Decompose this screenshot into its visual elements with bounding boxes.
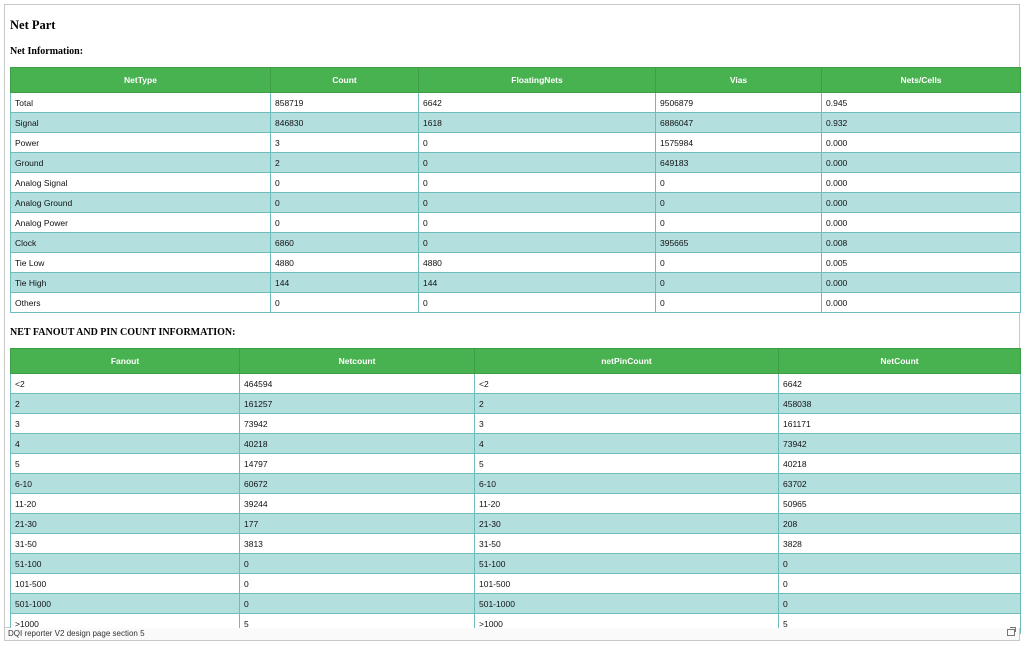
fanout-cell: 2 — [475, 394, 779, 414]
fanout-cell: 2 — [11, 394, 240, 414]
fanout-cell: 6-10 — [11, 474, 240, 494]
fanout-cell: 3828 — [779, 534, 1021, 554]
fanout-cell: 31-50 — [11, 534, 240, 554]
table-row — [11, 113, 1021, 133]
fanout-cell: >1000 — [11, 614, 240, 634]
net-info-cell: Analog Signal — [11, 173, 271, 193]
fanout-cell: 501-1000 — [11, 594, 240, 614]
net-info-cell: 4880 — [271, 253, 419, 273]
fanout-cell: 464594 — [240, 374, 475, 394]
net-info-cell: Others — [11, 293, 271, 313]
net-info-cell: 0.005 — [822, 253, 1021, 273]
net-info-cell: 6886047 — [656, 113, 822, 133]
table-row — [11, 233, 1021, 253]
fanout-cell: 501-1000 — [475, 594, 779, 614]
fanout-cell: 51-100 — [475, 554, 779, 574]
net-info-cell: Clock — [11, 233, 271, 253]
net-info-col-header: Count — [271, 68, 419, 93]
net-info-cell: Analog Ground — [11, 193, 271, 213]
fanout-cell: 31-50 — [475, 534, 779, 554]
net-info-cell: 0 — [419, 293, 656, 313]
net-info-cell: 9506879 — [656, 93, 822, 113]
net-info-cell: 6642 — [419, 93, 656, 113]
net-info-cell: 0.000 — [822, 193, 1021, 213]
fanout-cell: 161171 — [779, 414, 1021, 434]
fanout-body — [11, 374, 1021, 634]
fanout-cell: <2 — [11, 374, 240, 394]
fanout-cell: 40218 — [240, 434, 475, 454]
table-row — [11, 514, 1021, 534]
fanout-cell: 208 — [779, 514, 1021, 534]
net-info-cell: 0.000 — [822, 273, 1021, 293]
net-info-cell: Power — [11, 133, 271, 153]
fanout-cell: 73942 — [779, 434, 1021, 454]
net-info-cell: 0.000 — [822, 173, 1021, 193]
table-row — [11, 374, 1021, 394]
net-info-cell: 3 — [271, 133, 419, 153]
fanout-cell: 3 — [11, 414, 240, 434]
fanout-col-header: NetCount — [779, 349, 1021, 374]
net-info-cell: 0 — [271, 173, 419, 193]
fanout-cell: 3 — [475, 414, 779, 434]
net-info-title: Net Information: — [10, 46, 84, 57]
net-info-cell: 0.932 — [822, 113, 1021, 133]
fanout-cell: 101-500 — [475, 574, 779, 594]
net-info-cell: 0.945 — [822, 93, 1021, 113]
table-row — [11, 273, 1021, 293]
fanout-cell: 4 — [11, 434, 240, 454]
table-row — [11, 494, 1021, 514]
table-row — [11, 474, 1021, 494]
fanout-cell: 40218 — [779, 454, 1021, 474]
net-info-cell: 144 — [419, 273, 656, 293]
fanout-cell: 0 — [240, 594, 475, 614]
report-frame — [4, 4, 1020, 628]
fanout-cell: 14797 — [240, 454, 475, 474]
net-info-cell: 0 — [419, 233, 656, 253]
fanout-cell: 0 — [779, 574, 1021, 594]
table-row — [11, 193, 1021, 213]
net-info-cell: Analog Power — [11, 213, 271, 233]
popout-icon[interactable] — [1007, 629, 1015, 636]
net-info-cell: Tie High — [11, 273, 271, 293]
fanout-cell: 51-100 — [11, 554, 240, 574]
net-info-cell: 0 — [656, 293, 822, 313]
net-info-col-header: FloatingNets — [419, 68, 656, 93]
table-row — [11, 213, 1021, 233]
fanout-cell: 60672 — [240, 474, 475, 494]
fanout-cell: 4 — [475, 434, 779, 454]
net-info-cell: 0 — [419, 153, 656, 173]
fanout-cell: <2 — [475, 374, 779, 394]
net-info-cell: 0.000 — [822, 153, 1021, 173]
table-row — [11, 133, 1021, 153]
net-info-header — [11, 68, 1021, 93]
fanout-cell: 458038 — [779, 394, 1021, 414]
table-row — [11, 594, 1021, 614]
table-row — [11, 153, 1021, 173]
net-info-table — [10, 67, 1021, 313]
net-info-cell: 0 — [271, 293, 419, 313]
fanout-cell: 21-30 — [11, 514, 240, 534]
net-info-cell: 0 — [656, 173, 822, 193]
net-info-col-header: Nets/Cells — [822, 68, 1021, 93]
table-row — [11, 574, 1021, 594]
table-row — [11, 253, 1021, 273]
fanout-cell: 21-30 — [475, 514, 779, 534]
net-info-cell: 846830 — [271, 113, 419, 133]
fanout-cell: 3813 — [240, 534, 475, 554]
fanout-col-header: Netcount — [240, 349, 475, 374]
net-info-cell: 2 — [271, 153, 419, 173]
fanout-cell: 177 — [240, 514, 475, 534]
net-info-cell: Ground — [11, 153, 271, 173]
table-row — [11, 414, 1021, 434]
fanout-table — [10, 348, 1021, 634]
net-info-cell: 144 — [271, 273, 419, 293]
fanout-cell: 63702 — [779, 474, 1021, 494]
net-info-cell: 0 — [419, 133, 656, 153]
net-info-cell: 0.008 — [822, 233, 1021, 253]
net-info-cell: 395665 — [656, 233, 822, 253]
net-info-cell: Signal — [11, 113, 271, 133]
table-row — [11, 173, 1021, 193]
fanout-cell: 11-20 — [11, 494, 240, 514]
net-info-cell: 0.000 — [822, 133, 1021, 153]
net-info-cell: 0 — [271, 213, 419, 233]
net-info-cell: Total — [11, 93, 271, 113]
fanout-cell: 101-500 — [11, 574, 240, 594]
fanout-cell: 6-10 — [475, 474, 779, 494]
fanout-cell: 0 — [779, 554, 1021, 574]
net-info-cell: 1575984 — [656, 133, 822, 153]
net-info-cell: 4880 — [419, 253, 656, 273]
net-info-cell: 0.000 — [822, 213, 1021, 233]
net-info-cell: 0 — [656, 273, 822, 293]
page-title: Net Part — [10, 18, 56, 32]
fanout-cell: 5 — [11, 454, 240, 474]
fanout-col-header: netPinCount — [475, 349, 779, 374]
fanout-cell: 5 — [475, 454, 779, 474]
net-info-body — [11, 93, 1021, 313]
fanout-cell: 50965 — [779, 494, 1021, 514]
net-info-cell: 0 — [271, 193, 419, 213]
table-row — [11, 454, 1021, 474]
net-info-cell: 0 — [656, 253, 822, 273]
fanout-cell: 11-20 — [475, 494, 779, 514]
footer-caption: DQI reporter V2 design page section 5 — [8, 629, 145, 638]
report-content — [10, 8, 1015, 634]
net-info-cell: 649183 — [656, 153, 822, 173]
table-row — [11, 434, 1021, 454]
table-row — [11, 554, 1021, 574]
fanout-cell: 161257 — [240, 394, 475, 414]
net-info-cell: 0.000 — [822, 293, 1021, 313]
net-info-col-header: Vias — [656, 68, 822, 93]
fanout-cell: 0 — [240, 554, 475, 574]
table-row — [11, 93, 1021, 113]
table-row — [11, 394, 1021, 414]
net-info-cell: 1618 — [419, 113, 656, 133]
net-info-cell: 0 — [419, 193, 656, 213]
fanout-cell: 0 — [779, 594, 1021, 614]
net-info-cell: Tie Low — [11, 253, 271, 273]
fanout-info-title: NET FANOUT AND PIN COUNT INFORMATION: — [10, 327, 236, 338]
fanout-cell: 39244 — [240, 494, 475, 514]
table-row — [11, 534, 1021, 554]
net-info-cell: 0 — [656, 193, 822, 213]
fanout-cell: 6642 — [779, 374, 1021, 394]
table-row — [11, 293, 1021, 313]
net-info-cell: 858719 — [271, 93, 419, 113]
net-info-cell: 0 — [419, 173, 656, 193]
fanout-col-header: Fanout — [11, 349, 240, 374]
net-info-col-header: NetType — [11, 68, 271, 93]
fanout-header — [11, 349, 1021, 374]
fanout-cell: >1000 — [475, 614, 779, 634]
fanout-cell: 0 — [240, 574, 475, 594]
net-info-cell: 0 — [419, 213, 656, 233]
net-info-cell: 6860 — [271, 233, 419, 253]
fanout-cell: 5 — [240, 614, 475, 634]
net-info-cell: 0 — [656, 213, 822, 233]
fanout-cell: 73942 — [240, 414, 475, 434]
footer-bar — [4, 628, 1020, 641]
fanout-cell: 5 — [779, 614, 1021, 634]
